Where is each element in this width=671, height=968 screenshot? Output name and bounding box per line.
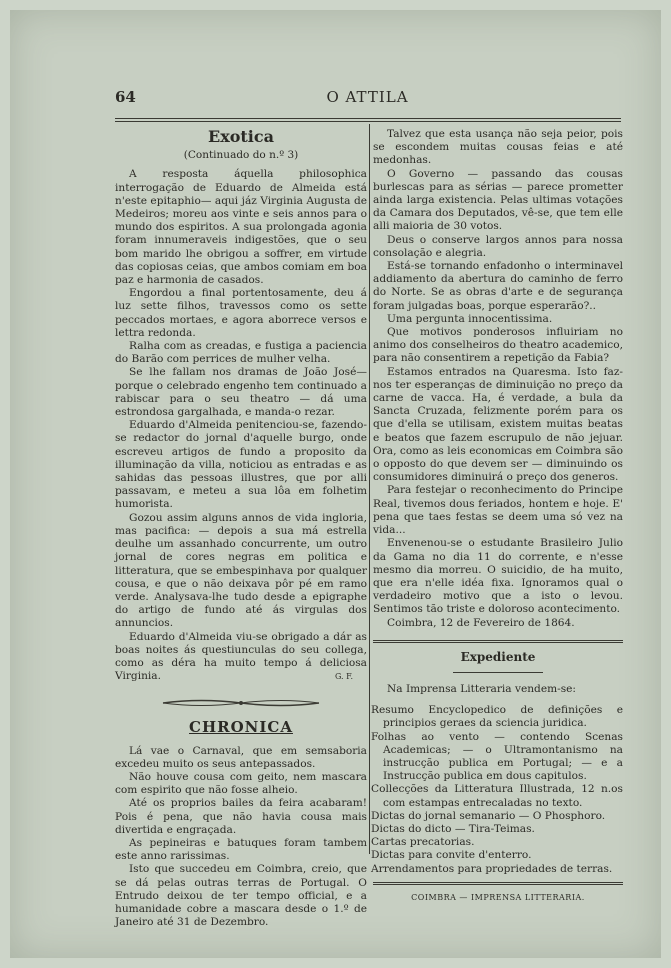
dateline: Coimbra, 12 de Fevereiro de 1864. [387, 616, 575, 629]
chronica-paragraph: Envenenou-se o estudante Brasileiro Julio da Gama no dia 11 do corrente, e n'esse mesmo dia morreu. O suicidio, de ha muito, que era n'elle idéa fixa. Ignoramos qual o verdadeiro motivo que a isto o levou. Sentimos tão triste e doloroso acontecimento. [373, 537, 623, 616]
chronica-paragraph: Não houve cousa com geito, nem mascara com espirito que não fosse alheio. [115, 770, 367, 797]
section-title: CHRONICA [189, 718, 293, 737]
newspaper-title: O ATTILA [326, 88, 409, 106]
chronica-paragraph: Deus o conserve largos annos para nossa consolação e alegria. [373, 233, 623, 259]
page-number: 64 [115, 88, 136, 106]
article-paragraph-text: Eduardo d'Almeida viu-se obrigado a dár as boas noites ás questiunculas do seu collega, como as déra ha muito tempo á deliciosa Virginia. [115, 630, 367, 683]
chronica-paragraph: O Governo — passando das cousas burlescas para as sérias — parece prometter ainda larga existencia. Pelas ultimas votações da Camara dos Deputados, vê-se, que tem elle alli maioria de 30 votos. [373, 167, 623, 233]
right-column [373, 128, 623, 904]
chronica-paragraph: Até os proprios bailes da feira acabaram! Pois é pena, que não havia cousa mais divertida e engraçada. [115, 797, 367, 836]
chronica-paragraph: As pepineiras e batuques foram tambem este anno rarissimas. [115, 836, 367, 863]
list-item: Resumo Encyclopedico de definições e principios geraes da sciencia juridica. [371, 704, 623, 730]
ornament-icon [161, 697, 321, 709]
left-column [115, 128, 367, 929]
chronica-paragraph: Que motivos ponderosos influiriam no animo dos conselheiros do theatro academico, para não consentirem a repetição da Fabia? [373, 326, 623, 365]
chronica-paragraph: Está-se tornando enfadonho o interminavel addiamento da abertura do caminho de ferro do Norte. Se as obras d'arte e de segurança foram julgadas boas, porque esperarão?.. [373, 260, 623, 312]
article-paragraph: A resposta áquella philosophica interrogação de Eduardo de Almeida está n'este epitaphio— aqui jáz Virginia Augusta de Medeiros; moreu aos vinte e seis annos para o mundo dos espiritos. A sua prolongada agonia foram innumeraveis indigestões, que o seu bom marido lhe obrigou a soffrer, em virtude das copiosas ceias, que ambos comiam em boa paz e harmonia de casados. [115, 168, 367, 287]
chronica-paragraph: Uma pergunta innocentissima. [387, 312, 553, 325]
chronica-paragraph: Estamos entrados na Quaresma. Isto faz-nos ter esperanças de diminuição no preço da carne de vacca. Ha, é verdade, a bula da Sancta Cruzada, felizmente porém para os que d'ella se utilisam, existem muitas beatas e beatos que fazem escrupulo de não jejuar. Ora, como as leis economicas em Coimbra são o opposto do que devem ser — diminuindo os consumidores diminuirá o preço dos generos. [373, 365, 623, 484]
title-rule [453, 672, 543, 673]
imprint-footer: COIMBRA — IMPRENSA LITTERARIA. [411, 892, 585, 902]
chronica-paragraph: Isto que succedeu em Coimbra, creio, que se dá pelas outras terras de Portugal. O Entrudo deixou de ter tempo official, e a humanidade cobre a mascara desde o 1.º de Janeiro até 31 de Dezembro. [115, 863, 367, 929]
column-divider [369, 124, 370, 854]
list-item: Dictas para convite d'enterro. [371, 849, 532, 862]
list-item: Cartas precatorias. [371, 836, 475, 849]
expediente-list [373, 704, 623, 876]
header-rule-thin [115, 121, 621, 122]
article-signature: G. F. [334, 672, 353, 682]
section-title: Expediente [460, 649, 536, 664]
article-subtitle: (Continuado do n.º 3) [183, 149, 299, 162]
article-paragraph: Ralha com as creadas, e fustiga a paciencia do Barão com perrices de mulher velha. [115, 340, 367, 366]
list-item: Dictas do jornal semanario — O Phosphoro. [371, 809, 606, 822]
page-header [115, 88, 620, 110]
article-paragraph: Eduardo d'Almeida penitenciou-se, fazendo-se redactor do jornal d'aquelle burgo, onde escreveu artigos de fundo a proposito da illuminação da villa, noticiou as entradas e as sahidas das pessoas illustres, que por alli passavam, e meteu a sua lôa em folhetim humorista. [115, 419, 367, 511]
list-item: Arrendamentos para propriedades de terras. [371, 862, 613, 875]
article-paragraph: Gozou assim alguns annos de vida ingloria, mas pacifica: — depois a sua má estrella deulhe um assanhado concurrente, um outro jornal de cores negras em politica e litteratura, que se embespinhava por qualquer cousa, e que o não deixava pôr pé em ramo verde. Analysava-lhe tudo desde a epigraphe do artigo de fundo até ás virgulas dos annuncios. [115, 511, 367, 630]
expediente-intro: Na Imprensa Litteraria vendem-se: [387, 682, 576, 695]
list-item: Folhas ao vento — contendo Scenas Academicas; — o Ultramontanismo na instrucção publica em Portugal; — e a Instrucção publica em dous capitulos. [371, 730, 623, 783]
list-item: Dictas do dicto — Tira-Teimas. [371, 822, 535, 835]
list-item: Collecções da Litteratura Illustrada, 12 n.os com estampas entrecaladas no texto. [371, 783, 623, 809]
article-title: Exotica [208, 127, 274, 146]
chronica-paragraph: Para festejar o reconhecimento do Principe Real, tivemos dous feriados, hontem e hoje. E' pena que taes festas se deem uma só vez na vida... [373, 484, 623, 537]
ornamental-divider [115, 697, 367, 709]
chronica-paragraph: Talvez que esta usança não seja peior, pois se escondem muitas cousas feias e até medonhas. [373, 128, 623, 167]
article-paragraph [115, 631, 367, 684]
article-paragraph: Engordou a final portentosamente, deu á luz sette filhos, travessos como os sette peccados mortaes, e agora aborrece versos e lettra redonda. [115, 287, 367, 339]
article-paragraph: Se lhe fallam nos dramas de João José—porque o celebrado engenho tem continuado a rabiscar para o seu theatro — dá uma estrondosa gargalhada, e manda-o rezar. [115, 366, 367, 419]
chronica-paragraph: Lá vae o Carnaval, que em semsaboria excedeu muito os seus antepassados. [115, 744, 367, 770]
header-rule [115, 118, 621, 119]
section-divider [373, 640, 623, 643]
footer-divider [373, 882, 623, 885]
